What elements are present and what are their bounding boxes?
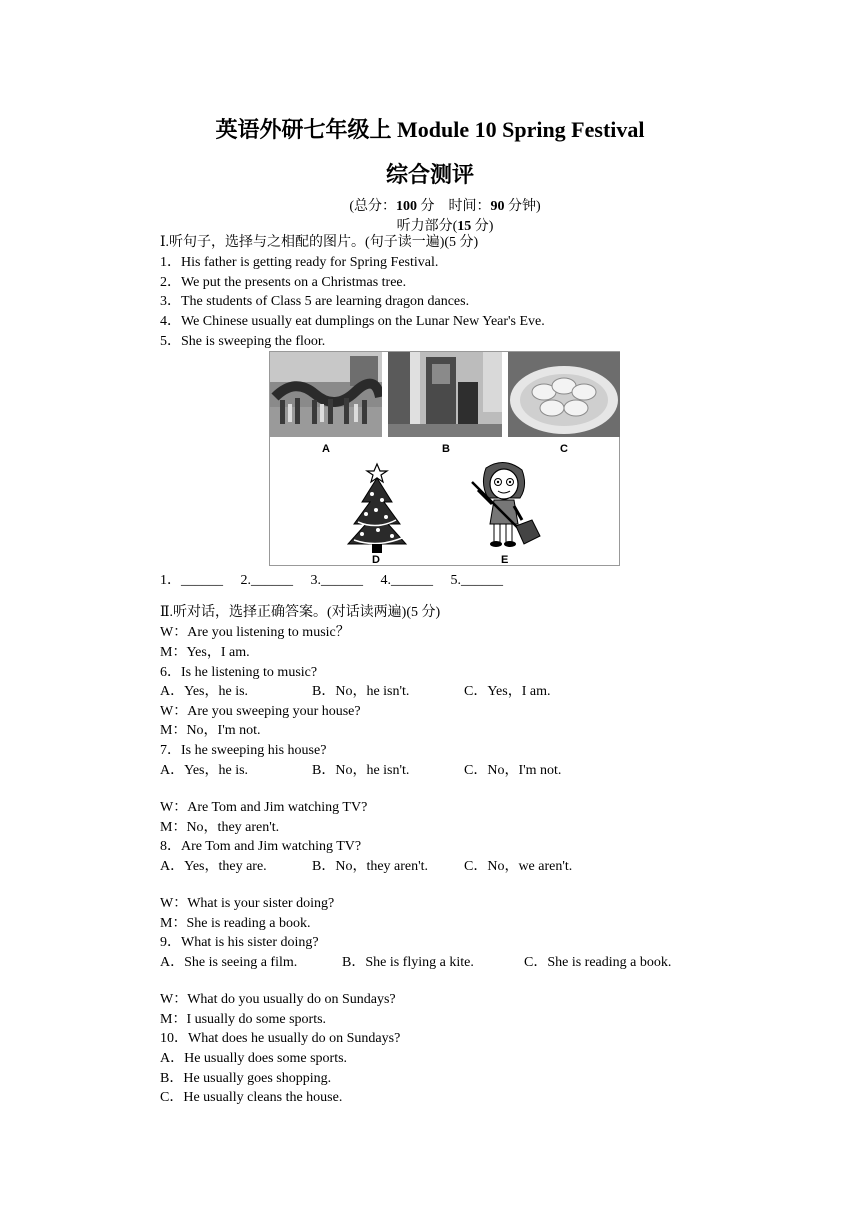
picture-a-dragon-dance [270,352,382,437]
sentence-5: 5．She is sweeping the floor. [160,334,326,349]
picture-label-b: B [442,443,450,455]
sentence-1: 1．His father is getting ready for Spring Festival. [160,255,439,270]
q10-question: 10．What does he usually do on Sundays? [160,1031,401,1046]
q7-option-c: C．No，I'm not. [464,763,562,778]
picture-label-c: C [560,443,568,455]
picture-panel [269,351,620,566]
sentence-2: 2．We put the presents on a Christmas tree. [160,275,407,290]
q8-option-a: A．Yes，they are. [160,859,267,874]
picture-label-d: D [372,554,380,566]
q8-option-c: C．No，we aren't. [464,859,573,874]
answer-blanks: 1．______ 2.______ 3.______ 4.______ 5.______ [160,573,503,588]
q6-man-line: M：Yes，I am. [160,645,250,660]
q10-man-line: M：I usually do some sports. [160,1012,327,1027]
picture-b-room [388,352,502,437]
q7-man-line: M：No，I'm not. [160,723,261,738]
q6-question: 6．Is he listening to music? [160,665,318,680]
q9-man-line: M：She is reading a book. [160,916,311,931]
q9-woman-line: W：What is your sister doing? [160,896,335,911]
sentence-3: 3．The students of Class 5 are learning dragon dances. [160,294,470,309]
q9-option-c: C．She is reading a book. [524,955,672,970]
picture-c-dumplings [508,352,620,437]
q8-option-b: B．No，they aren't. [312,859,429,874]
picture-d-christmas-tree [344,462,410,554]
part2-heading: Ⅱ.听对话，选择正确答案。(对话读两遍)(5 分) [160,605,441,620]
picture-label-a: A [322,443,330,455]
total-score: 100 [396,199,417,214]
sentence-4: 4．We Chinese usually eat dumplings on the Lunar New Year's Eve. [160,314,545,329]
q6-woman-line: W：Are you listening to music？ [160,625,350,640]
q7-option-a: A．Yes，he is. [160,763,249,778]
q10-option-c: C．He usually cleans the house. [160,1090,343,1105]
q8-man-line: M：No，they aren't. [160,820,280,835]
exam-time: 90 [490,199,505,214]
page-subtitle: 综合测评 [385,162,474,187]
q7-question: 7．Is he sweeping his house? [160,743,327,758]
picture-e-girl-sweeping [466,460,542,552]
part1-heading: Ⅰ.听句子，选择与之相配的图片。(句子读一遍)(5 分) [160,235,479,250]
page-title: 英语外研七年级上 Module 10 Spring Festival [215,117,645,142]
q6-option-a: A．Yes，he is. [160,684,249,699]
q8-woman-line: W：Are Tom and Jim watching TV? [160,800,368,815]
listening-section-heading: 听力部分(15 分) [396,219,494,234]
q9-question: 9．What is his sister doing? [160,935,319,950]
picture-label-e: E [501,554,509,566]
q10-option-a: A．He usually does some sports. [160,1051,348,1066]
exam-meta: (总分：100 分 时间：90 分钟) [349,199,541,214]
q10-option-b: B．He usually goes shopping. [160,1071,332,1086]
q9-option-b: B．She is flying a kite. [342,955,474,970]
q6-option-c: C．Yes，I am. [464,684,551,699]
q8-question: 8．Are Tom and Jim watching TV? [160,839,362,854]
q10-woman-line: W：What do you usually do on Sundays? [160,992,396,1007]
q7-option-b: B．No，he isn't. [312,763,410,778]
q9-option-a: A．She is seeing a film. [160,955,298,970]
q6-option-b: B．No，he isn't. [312,684,410,699]
q7-woman-line: W：Are you sweeping your house? [160,704,361,719]
